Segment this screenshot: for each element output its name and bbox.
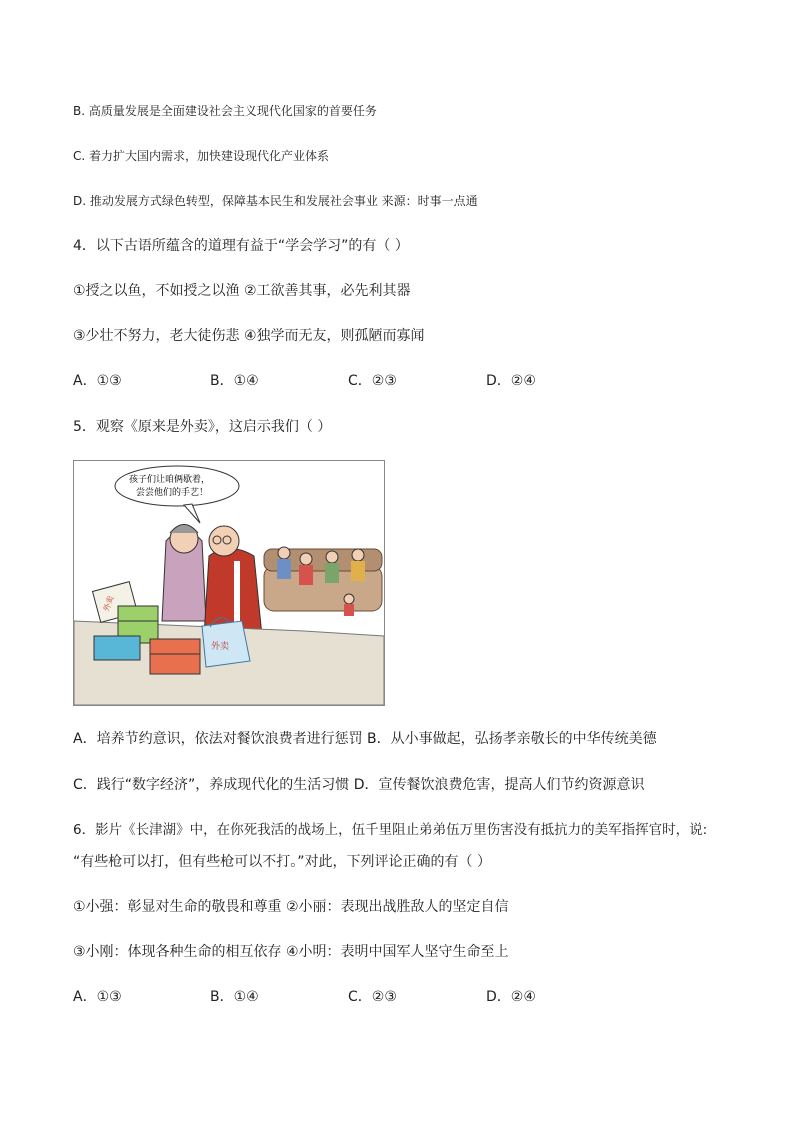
q6-stem-line-1: 6．影片《长津湖》中，在你死我活的战场上，伍千里阻止弟弟伍万里伤害没有抵抗力的美军指挥官时，说: — [73, 822, 708, 838]
q3-option-b: B. 高质量发展是全面建设社会主义现代化国家的首要任务 — [73, 104, 377, 118]
cartoon-takeout — [73, 460, 385, 706]
box-label: 外卖 — [101, 594, 116, 613]
bag-label: 外卖 — [211, 642, 230, 652]
q6-option-d: D．②④ — [486, 989, 536, 1005]
q5-options-row-2: C．践行“数字经济”，养成现代化的生活习惯 D．宣传餐饮浪费危害，提高人们节约资源意识 — [73, 777, 645, 793]
speech-line-2: 尝尝他们的手艺！ — [136, 488, 209, 498]
q6-items-row-2: ③小刚：体现各种生命的相互依存 ④小明：表明中国军人坚守生命至上 — [73, 944, 509, 960]
q6-option-c: C．②③ — [348, 989, 397, 1005]
q4-items-row-1: ①授之以鱼，不如授之以渔 ②工欲善其事，必先利其器 — [73, 283, 411, 299]
q4-option-c: C．②③ — [348, 373, 397, 389]
q3-option-d: D. 推动发展方式绿色转型，保障基本民生和发展社会事业 来源：时事一点通 — [73, 194, 478, 208]
q5-stem: 5．观察《原来是外卖》，这启示我们（ ） — [73, 419, 332, 435]
q4-option-d: D．②④ — [486, 373, 536, 389]
q5-options-row-1: A．培养节约意识，依法对餐饮浪费者进行惩罚 B．从小事做起，弘扬孝亲敬长的中华传统美德 — [73, 731, 657, 747]
q6-option-a: A．①③ — [73, 989, 122, 1005]
q4-option-a: A．①③ — [73, 373, 122, 389]
q4-option-b: B．①④ — [210, 373, 259, 389]
speech-line-1: 孩子们让咱俩歇着， — [129, 475, 211, 485]
q6-stem-line-2: “有些枪可以打，但有些枪可以不打。”对此，下列评论正确的有（ ） — [73, 854, 491, 870]
q3-option-c: C. 着力扩大国内需求，加快建设现代化产业体系 — [73, 149, 330, 163]
q4-items-row-2: ③少壮不努力，老大徒伤悲 ④独学而无友，则孤陋而寡闻 — [73, 328, 425, 344]
q6-option-b: B．①④ — [210, 989, 259, 1005]
q4-stem: 4．以下古语所蕴含的道理有益于“学会学习”的有（ ） — [73, 238, 409, 254]
q6-items-row-1: ①小强：彰显对生命的敬畏和尊重 ②小丽：表现出战胜敌人的坚定自信 — [73, 899, 509, 915]
